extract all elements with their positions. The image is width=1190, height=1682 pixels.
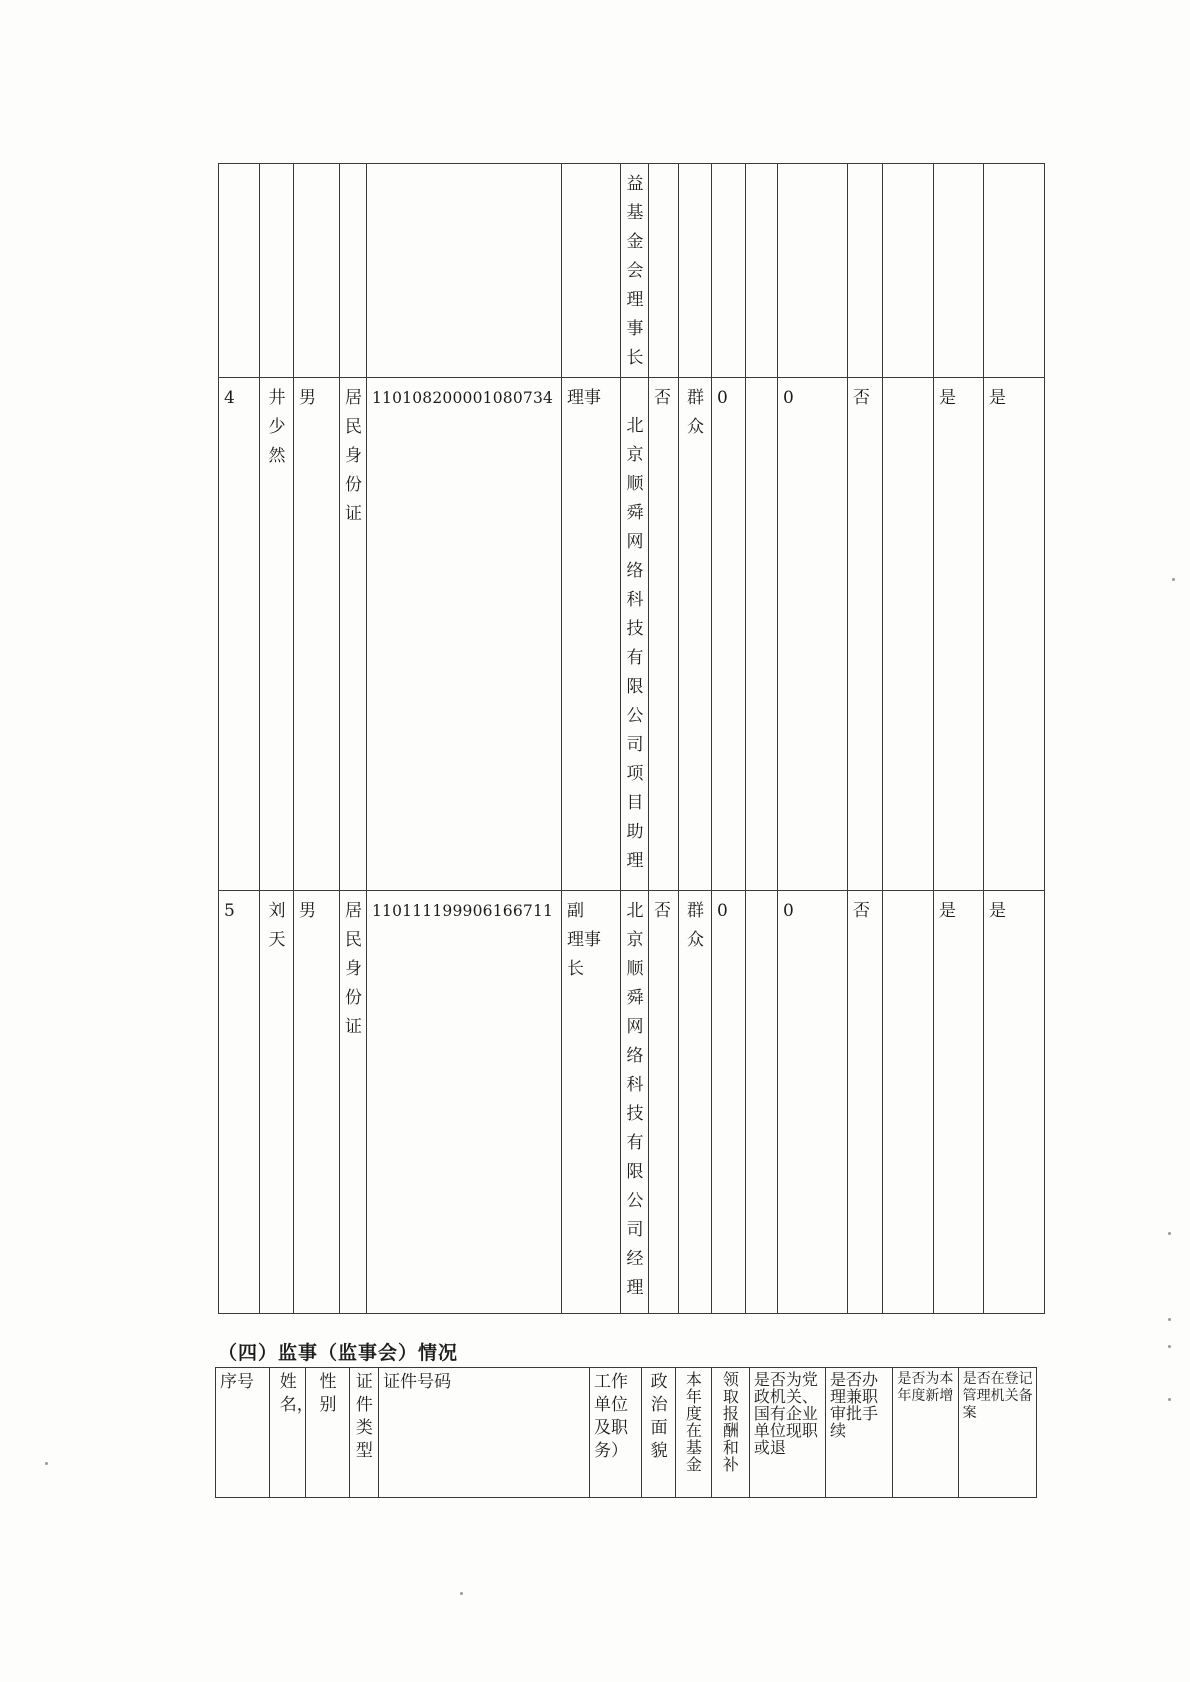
work-unit-text: 北京顺舜网络科技有限公司项目助理 xyxy=(626,416,644,871)
position-text: 副 理事长 xyxy=(567,901,601,979)
id-type-text: 居民身份证 xyxy=(345,901,362,1037)
cell-col10: 0 xyxy=(712,378,746,891)
cell-id-type xyxy=(340,164,367,378)
header-id-number: 证件号码 xyxy=(379,1368,590,1498)
cell-position: 理事 xyxy=(562,378,621,891)
cell-id-type xyxy=(340,378,367,891)
header-approval-text: 是否办理兼职审批手续 xyxy=(829,1370,878,1440)
cell-id-number xyxy=(367,378,562,891)
cell-gender: 男 xyxy=(294,891,340,1314)
cell-work-unit xyxy=(621,891,649,1314)
header-political xyxy=(642,1368,676,1498)
cell-seq xyxy=(219,164,260,378)
header-party-gov-text: 是否为党政机关、国有企业单位现职或退 xyxy=(753,1370,818,1457)
header-pay xyxy=(711,1368,749,1498)
cell-col8 xyxy=(649,164,679,378)
cell-col14 xyxy=(883,891,934,1314)
header-name xyxy=(270,1368,314,1498)
cell-col8: 否 xyxy=(649,378,679,891)
cell-position xyxy=(562,164,621,378)
cell-id-number xyxy=(367,891,562,1314)
id-type-text: 居民身份证 xyxy=(345,388,362,524)
scan-speck xyxy=(45,1462,48,1465)
cell-col15: 是 xyxy=(934,891,984,1314)
cell-col10: 0 xyxy=(712,891,746,1314)
table-row xyxy=(219,891,1045,1314)
cell-work-unit xyxy=(621,378,649,891)
directors-table xyxy=(218,163,1045,1314)
scan-speck xyxy=(1168,1398,1171,1401)
cell-seq: 4 xyxy=(219,378,260,891)
work-unit-text: 北京顺舜网络科技有限公司经理 xyxy=(626,901,644,1298)
work-unit-text: 益基金会理事长 xyxy=(626,174,644,368)
political-text: 群众 xyxy=(687,901,704,950)
cell-gender xyxy=(294,164,340,378)
cell-political xyxy=(679,378,712,891)
cell-name xyxy=(260,164,294,378)
cell-col12 xyxy=(778,164,848,378)
cell-gender: 男 xyxy=(294,378,340,891)
header-political-text: 政治面貌 xyxy=(650,1372,668,1461)
header-approval xyxy=(825,1368,892,1498)
cell-col10 xyxy=(712,164,746,378)
id-number-text: 110108200001080734 xyxy=(372,389,554,407)
cell-col13: 否 xyxy=(848,891,883,1314)
header-registered xyxy=(958,1368,1036,1498)
name-text: 井少然 xyxy=(268,388,286,466)
cell-col8: 否 xyxy=(649,891,679,1314)
cell-position xyxy=(562,891,621,1314)
cell-col16: 是 xyxy=(984,378,1045,891)
cell-col14 xyxy=(883,378,934,891)
table-row xyxy=(219,378,1045,891)
cell-col14 xyxy=(883,164,934,378)
scan-speck xyxy=(460,1592,463,1595)
cell-political xyxy=(679,164,712,378)
header-years xyxy=(675,1368,711,1498)
cell-col15 xyxy=(934,164,984,378)
header-seq: 序号 xyxy=(216,1368,270,1498)
political-text: 群众 xyxy=(687,388,704,437)
supervisors-table xyxy=(215,1367,1037,1498)
header-name-text: 姓名， xyxy=(279,1372,314,1415)
header-gender xyxy=(306,1368,349,1498)
cell-col11 xyxy=(746,891,778,1314)
cell-col11 xyxy=(746,164,778,378)
cell-name xyxy=(260,378,294,891)
scan-speck xyxy=(1168,1345,1171,1348)
cell-col16: 是 xyxy=(984,891,1045,1314)
cell-seq: 5 xyxy=(219,891,260,1314)
header-pay-text: 领取报酬和补 xyxy=(722,1370,739,1474)
header-new-text: 是否为本年度新增 xyxy=(897,1371,954,1404)
cell-name xyxy=(260,891,294,1314)
header-registered-text: 是否在登记管理机关备案 xyxy=(962,1371,1033,1421)
cell-col12: 0 xyxy=(778,378,848,891)
scan-speck xyxy=(1168,1232,1171,1235)
header-years-text: 本年度在基金 xyxy=(685,1370,702,1474)
name-text: 刘天 xyxy=(268,901,286,950)
cell-col12: 0 xyxy=(778,891,848,1314)
cell-political xyxy=(679,891,712,1314)
table-row-continuation xyxy=(219,164,1045,378)
scan-speck xyxy=(1168,1318,1171,1321)
header-row xyxy=(216,1368,1037,1498)
cell-col15: 是 xyxy=(934,378,984,891)
section-title: （四）监事（监事会）情况 xyxy=(218,1342,459,1364)
header-work-unit-text: 工作单位及职务） xyxy=(594,1372,629,1461)
cell-id-type xyxy=(340,891,367,1314)
cell-col16 xyxy=(984,164,1045,378)
header-work-unit xyxy=(590,1368,642,1498)
cell-col13: 否 xyxy=(848,378,883,891)
header-id-type xyxy=(349,1368,378,1498)
header-gender-text: 性别 xyxy=(319,1372,337,1415)
scan-speck xyxy=(1172,578,1175,581)
id-number-text: 110111199906166711 xyxy=(372,902,554,920)
cell-id-number xyxy=(367,164,562,378)
header-new xyxy=(893,1368,958,1498)
header-party-gov xyxy=(749,1368,825,1498)
cell-col13 xyxy=(848,164,883,378)
header-id-type-text: 证件类型 xyxy=(355,1372,373,1461)
cell-col11 xyxy=(746,378,778,891)
cell-work-unit xyxy=(621,164,649,378)
